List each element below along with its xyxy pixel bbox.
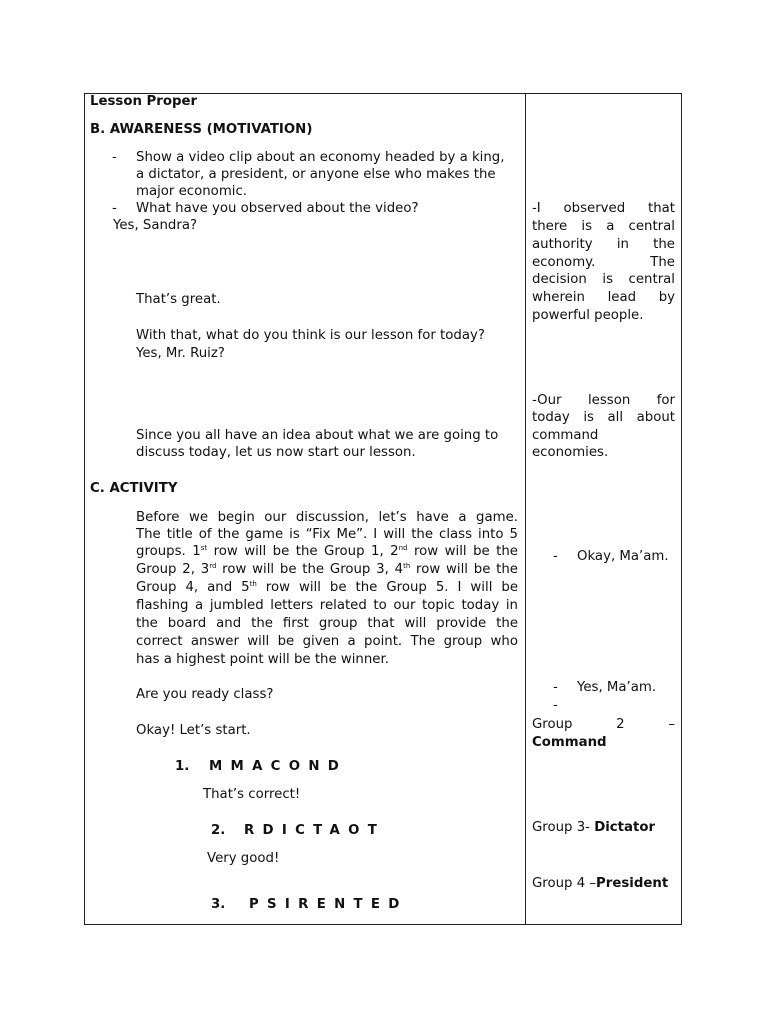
lesson-proper-heading: Lesson Proper (90, 94, 198, 109)
okay-maam: Okay, Ma’am. (577, 549, 669, 564)
item1-jumbled-word: MMACOND (209, 759, 348, 774)
answer-line: economies. (532, 445, 609, 460)
game-line: Group 2, 3rd row will be the Group 3, 4th row will be the (136, 562, 518, 577)
game-line: Before we begin our discussion, let’s have a game. (136, 510, 518, 525)
lesson-question: With that, what do you think is our lesson for today? (136, 328, 485, 343)
answer-line: -Our lesson for (532, 393, 675, 408)
bullet1-line2: a dictator, a president, or anyone else who makes the (136, 167, 496, 182)
dash: - (553, 549, 558, 564)
item3-number: 3. (211, 897, 226, 912)
answer-line: wherein lead by (532, 290, 675, 305)
yes-maam: Yes, Ma’am. (577, 680, 657, 695)
since-line2: discuss today, let us now start our lesson. (136, 445, 416, 460)
ready-question: Are you ready class? (136, 687, 274, 702)
yes-ruiz: Yes, Mr. Ruiz? (136, 346, 225, 361)
group2-label: Group 2 – (532, 717, 675, 732)
item1-feedback: That’s correct! (203, 787, 301, 802)
game-line: correct answer will be given a point. The group who (136, 634, 518, 649)
answer-line: there is a central (532, 219, 675, 234)
group4-line: Group 4 –President (532, 876, 669, 891)
column-divider (525, 93, 526, 925)
item3-jumbled-word: PSIRENTED (249, 897, 408, 912)
answer-line: economy. The (532, 255, 675, 270)
game-line: the board and the first group that will provide the (136, 616, 518, 631)
thats-great: That’s great. (136, 292, 221, 307)
group3-line: Group 3- Dictator (532, 820, 656, 835)
item2-jumbled-word: RDICTAOT (244, 823, 386, 838)
bullet-dash: - (112, 201, 117, 216)
game-line: groups. 1st row will be the Group 1, 2nd row will be the (136, 544, 518, 559)
awareness-heading: B. AWARENESS (MOTIVATION) (90, 122, 313, 137)
since-line1: Since you all have an idea about what we are going to (136, 428, 499, 443)
item2-number: 2. (211, 823, 226, 838)
game-line: The title of the game is “Fix Me”. I will the class into 5 (136, 527, 518, 542)
activity-heading: C. ACTIVITY (90, 481, 178, 496)
game-line: has a highest point will be the winner. (136, 652, 389, 667)
bullet2: What have you observed about the video? (136, 201, 419, 216)
answer-line: command (532, 428, 599, 443)
item2-feedback: Very good! (207, 851, 280, 866)
answer-line: powerful people. (532, 308, 644, 323)
game-line: flashing a jumbled letters related to our topic today in (136, 598, 518, 613)
yes-sandra: Yes, Sandra? (113, 218, 198, 233)
answer-line: today is all about (532, 410, 675, 425)
bullet1-line1: Show a video clip about an economy headed by a king, (136, 150, 505, 165)
answer-line: authority in the (532, 237, 675, 252)
bullet1-line3: major economic. (136, 184, 247, 199)
bullet-dash: - (112, 150, 117, 165)
game-line: Group 4, and 5th row will be the Group 5. I will be (136, 580, 518, 595)
group2-answer: Command (532, 735, 607, 750)
dash: - (553, 698, 558, 713)
answer-line: -I observed that (532, 201, 675, 216)
dash: - (553, 680, 558, 695)
item1-number: 1. (175, 759, 190, 774)
start-line: Okay! Let’s start. (136, 723, 251, 738)
answer-line: decision is central (532, 272, 675, 287)
